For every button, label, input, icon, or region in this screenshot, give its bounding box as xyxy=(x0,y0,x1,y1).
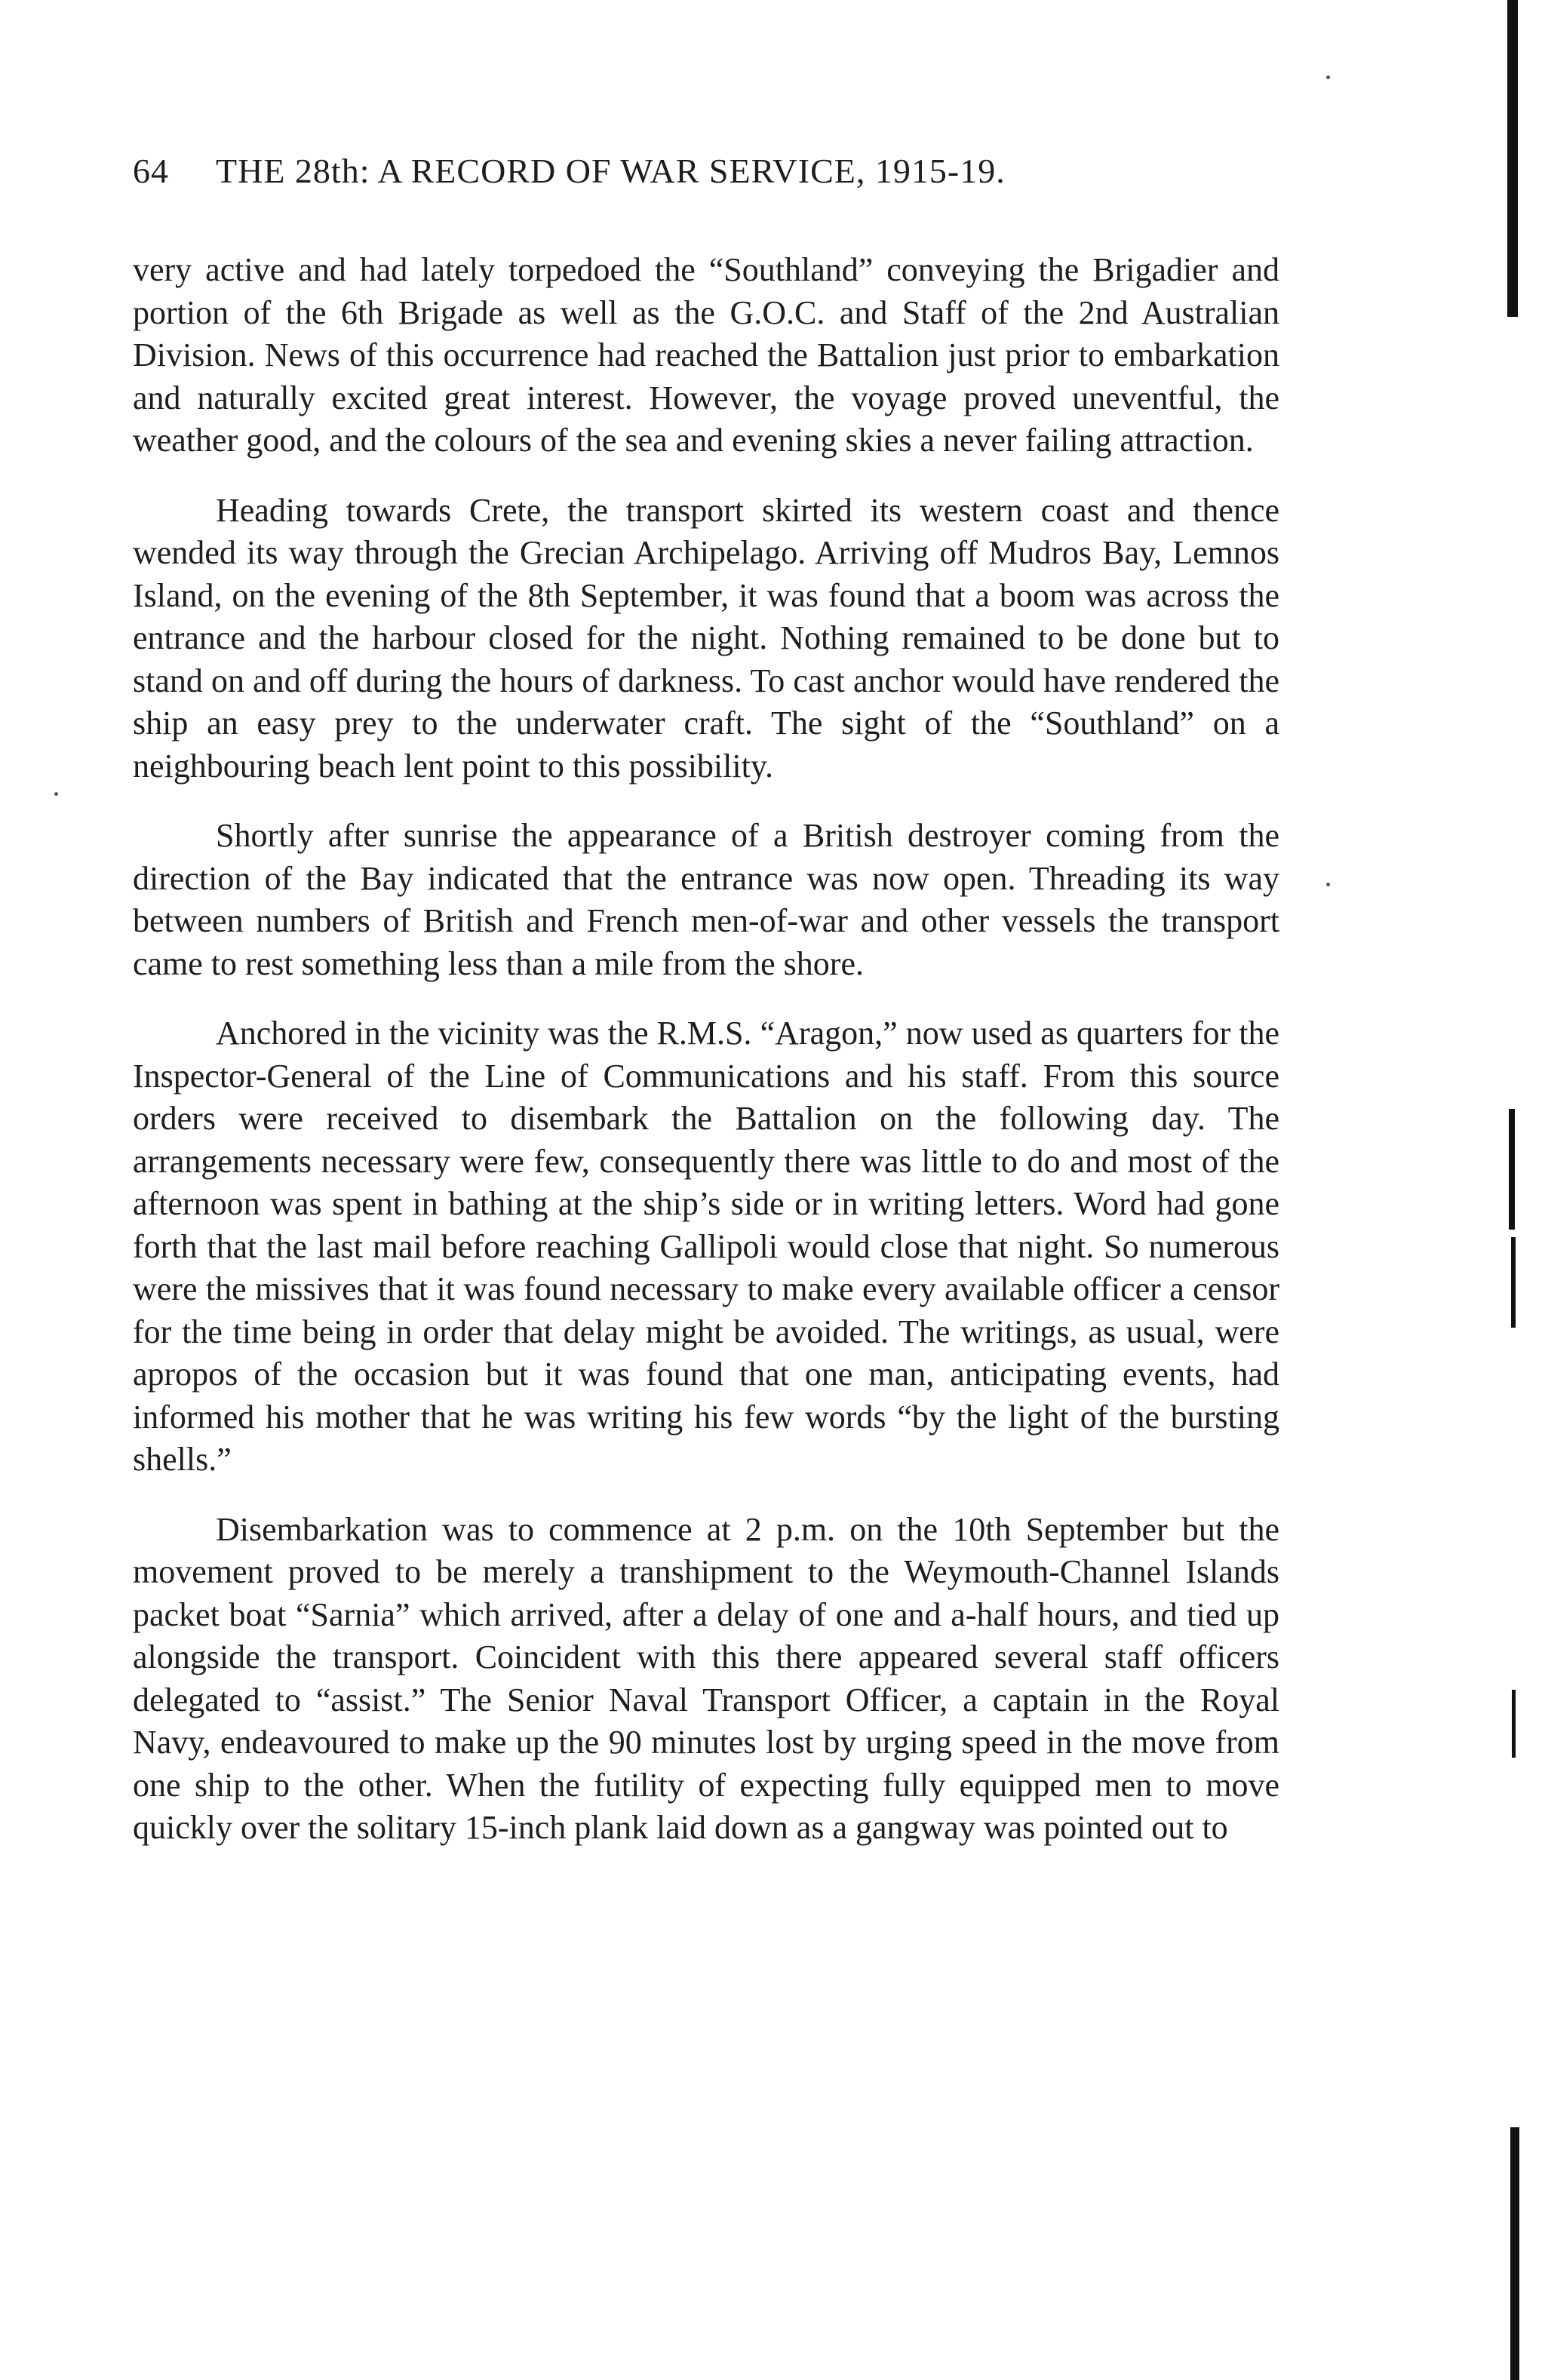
scan-edge-mark xyxy=(1510,2127,1519,2380)
page-number: 64 xyxy=(133,152,169,190)
scan-edge-mark xyxy=(1507,0,1518,317)
scan-edge-mark xyxy=(1512,1690,1516,1758)
scan-edge-mark xyxy=(1509,1109,1515,1230)
scan-speck xyxy=(1326,883,1330,886)
scan-speck xyxy=(54,792,58,796)
paragraph-2: Heading towards Crete, the transport skirted its western coast and thence wended its way through the Grecian Archipelago. Arriving off Mudros Bay, Lemnos Island, on the evening of the 8th September, it was found that a boom was across the entrance and the harbour closed for the night. Nothing remained to be done but to stand on and off during the hours of darkness. To cast anchor would have rendered the ship an easy prey to the underwater craft. The sight of the “Southland” on a neighbouring beach lent point to this possibility. xyxy=(133,491,1279,785)
paragraph-4: Anchored in the vicinity was the R.M.S. “Aragon,” now used as quarters for the Inspector-General of the Line of Communications and his staff. From this source orders were received to disembark the Battalion on the following day. The arrangements necessary were few, consequently there was little to do and most of the afternoon was spent in bathing at the ship’s side or in writing letters. Word had gone forth that the last mail before reaching Gallipoli would close that night. So numerous were the missives that it was found necessary to make every available officer a censor for the time being in order that delay might be avoided. The writings, as usual, were apropos of the occasion but it was found that one man, anticipating events, had informed his mother that he was writing his few words “by the light of the bursting shells.” xyxy=(133,1015,1279,1478)
paragraph-3: Shortly after sunrise the appearance of a British destroyer coming from the direction of the Bay indicated that the entrance was now open. Threading its way between numbers of British and French men-of-war and other vessels the transport came to rest something less than a mile from the shore. xyxy=(133,817,1279,982)
scan-speck xyxy=(1326,75,1330,79)
paragraph-5: Disembarkation was to commence at 2 p.m. on the 10th September but the movement proved to be merely a transhipment to the Weymouth-Channel Islands packet boat “Sarnia” which arrived, after a delay of one and a-half hours, and tied up alongside the transport. Coincident with this there appeared several staff officers delegated to “assist.” The Senior Naval Transport Officer, a captain in the Royal Navy, endeavoured to make up the 90 minutes lost by urging speed in the move from one ship to the other. When the futility of expecting fully equipped men to move quickly over the solitary 15-inch plank laid down as a gangway was pointed out to xyxy=(133,1510,1279,1846)
running-title: THE 28th: A RECORD OF WAR SERVICE, 1915-19. xyxy=(216,152,1006,190)
paragraph-1: very active and had lately torpedoed the “Southland” conveying the Brigadier and portion of the 6th Brigade as well as the G.O.C. and Staff of the 2nd Australian Division. News of this occurrence had reached the Battalion just prior to embarkation and naturally excited great interest. However, the voyage proved uneventful, the weather good, and the colours of the sea and evening skies a never failing attraction. xyxy=(133,251,1279,459)
body-text xyxy=(133,249,1279,1877)
running-head xyxy=(133,151,1295,191)
scan-edge-mark xyxy=(1511,1237,1516,1328)
